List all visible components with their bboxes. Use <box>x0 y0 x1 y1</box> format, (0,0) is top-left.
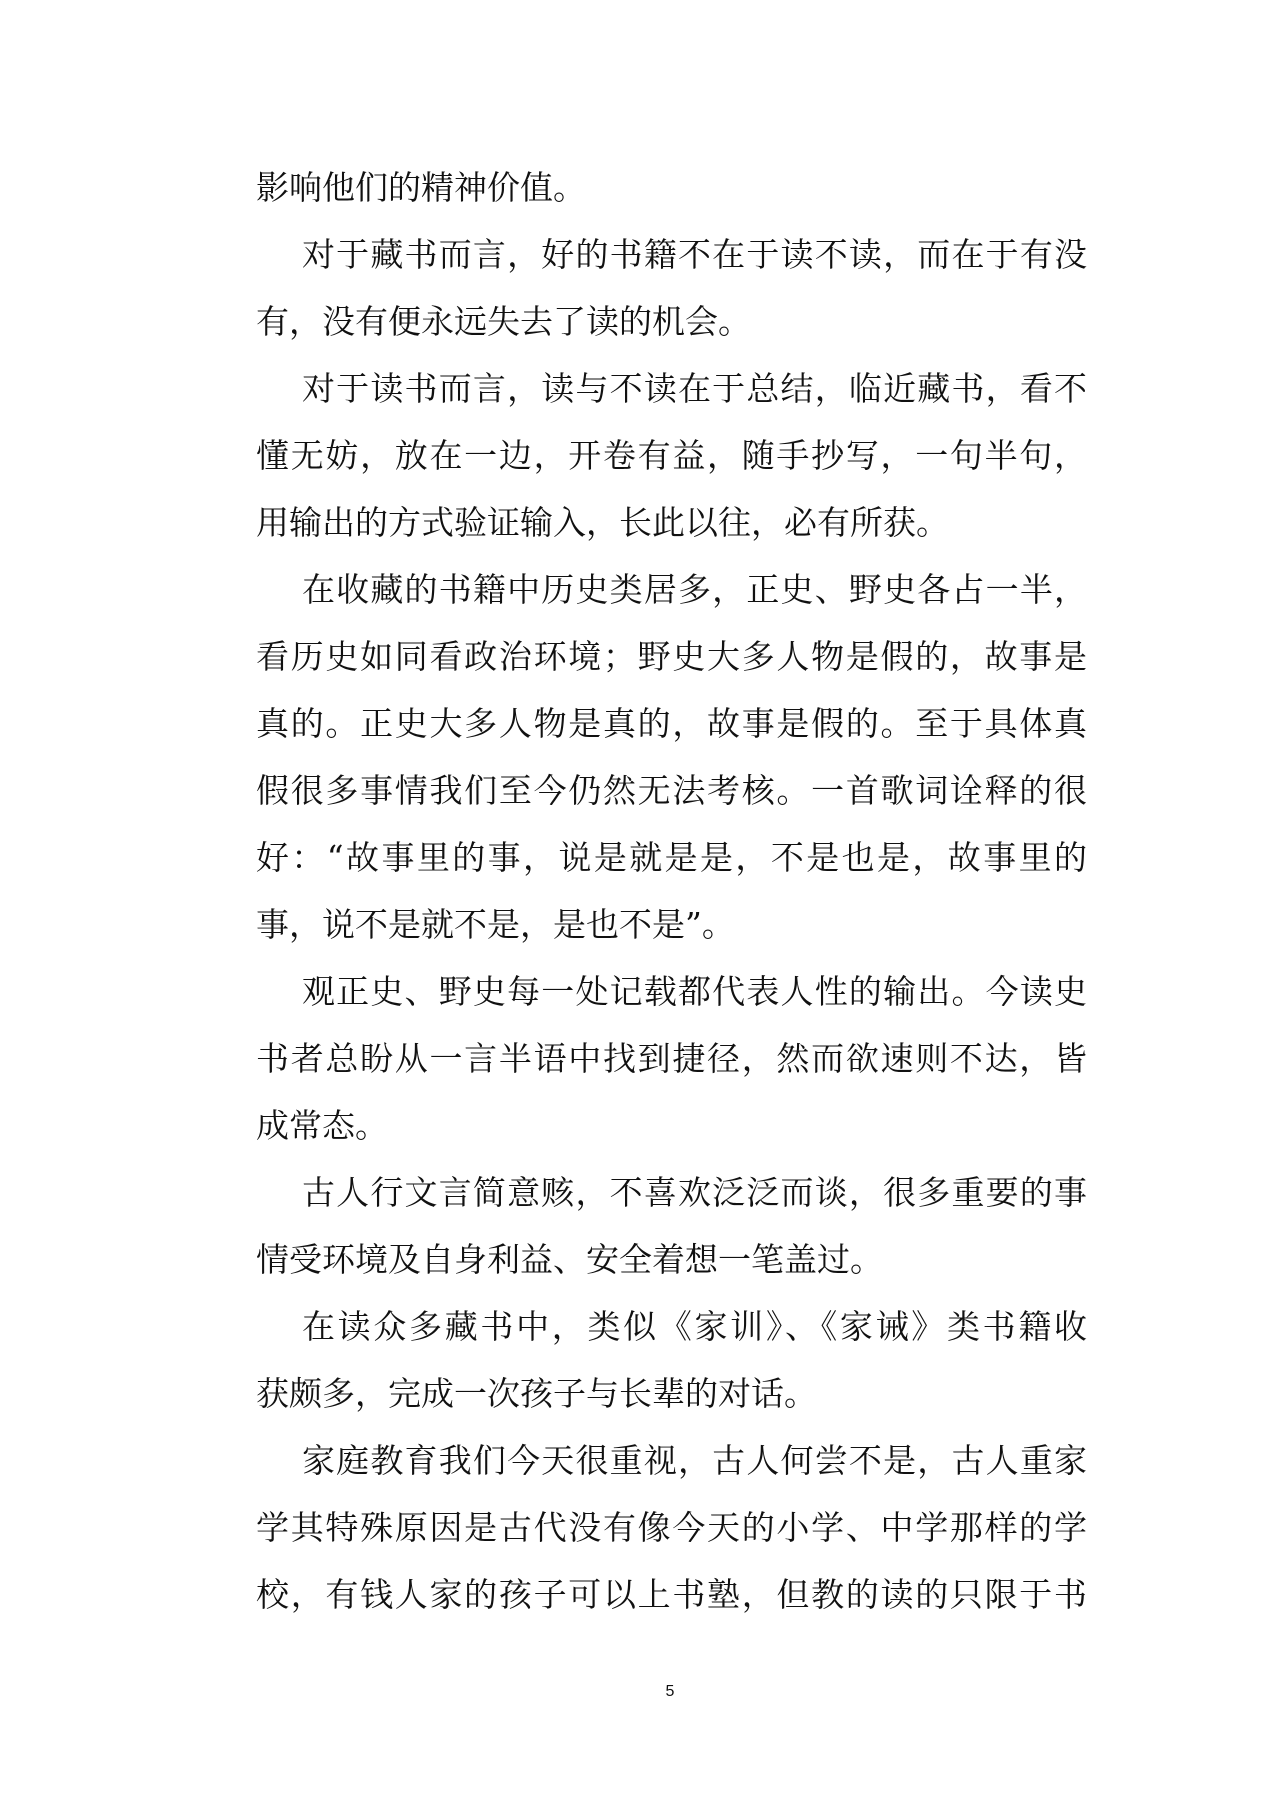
text-line: 好：“故事里的事，说是就是是，不是也是，故事里的 <box>256 838 1087 877</box>
paragraph-first-line: 在收藏的书籍中历史类居多，正史、野史各占一半， <box>302 570 1087 609</box>
paragraph-first-line: 在读众多藏书中，类似《家训》、《家诫》类书籍收 <box>302 1307 1087 1346</box>
text-line: 有，没有便永远失去了读的机会。 <box>256 302 751 341</box>
text-line: 用输出的方式验证输入，长此以往，必有所获。 <box>256 503 949 542</box>
text-line: 情受环境及自身利益、安全着想一笔盖过。 <box>256 1240 883 1279</box>
page-number: 5 <box>665 1683 675 1700</box>
paragraph-first-line: 对于读书而言，读与不读在于总结，临近藏书，看不 <box>302 369 1087 408</box>
paragraph-first-line: 家庭教育我们今天很重视，古人何尝不是，古人重家 <box>302 1441 1087 1480</box>
text-line: 书者总盼从一言半语中找到捷径，然而欲速则不达，皆 <box>256 1039 1087 1078</box>
text-line: 事，说不是就不是，是也不是”。 <box>256 905 735 944</box>
paragraph-first-line: 对于藏书而言，好的书籍不在于读不读，而在于有没 <box>302 235 1087 274</box>
text-line: 校，有钱人家的孩子可以上书塾，但教的读的只限于书 <box>256 1575 1087 1614</box>
paragraph-first-line: 古人行文言简意赅，不喜欢泛泛而谈，很多重要的事 <box>302 1173 1087 1212</box>
text-line: 看历史如同看政治环境；野史大多人物是假的，故事是 <box>256 637 1087 676</box>
text-line: 影响他们的精神价值。 <box>256 168 586 207</box>
paragraph-first-line: 观正史、野史每一处记载都代表人性的输出。今读史 <box>302 972 1087 1011</box>
text-line: 获颇多，完成一次孩子与长辈的对话。 <box>256 1374 817 1413</box>
text-line: 懂无妨，放在一边，开卷有益，随手抄写，一句半句， <box>256 436 1087 475</box>
text-line: 真的。正史大多人物是真的，故事是假的。至于具体真 <box>256 704 1087 743</box>
text-line: 假很多事情我们至今仍然无法考核。一首歌词诠释的很 <box>256 771 1087 810</box>
body-text <box>256 154 1087 1628</box>
text-line: 成常态。 <box>256 1106 388 1145</box>
text-line: 学其特殊原因是古代没有像今天的小学、中学那样的学 <box>256 1508 1087 1547</box>
